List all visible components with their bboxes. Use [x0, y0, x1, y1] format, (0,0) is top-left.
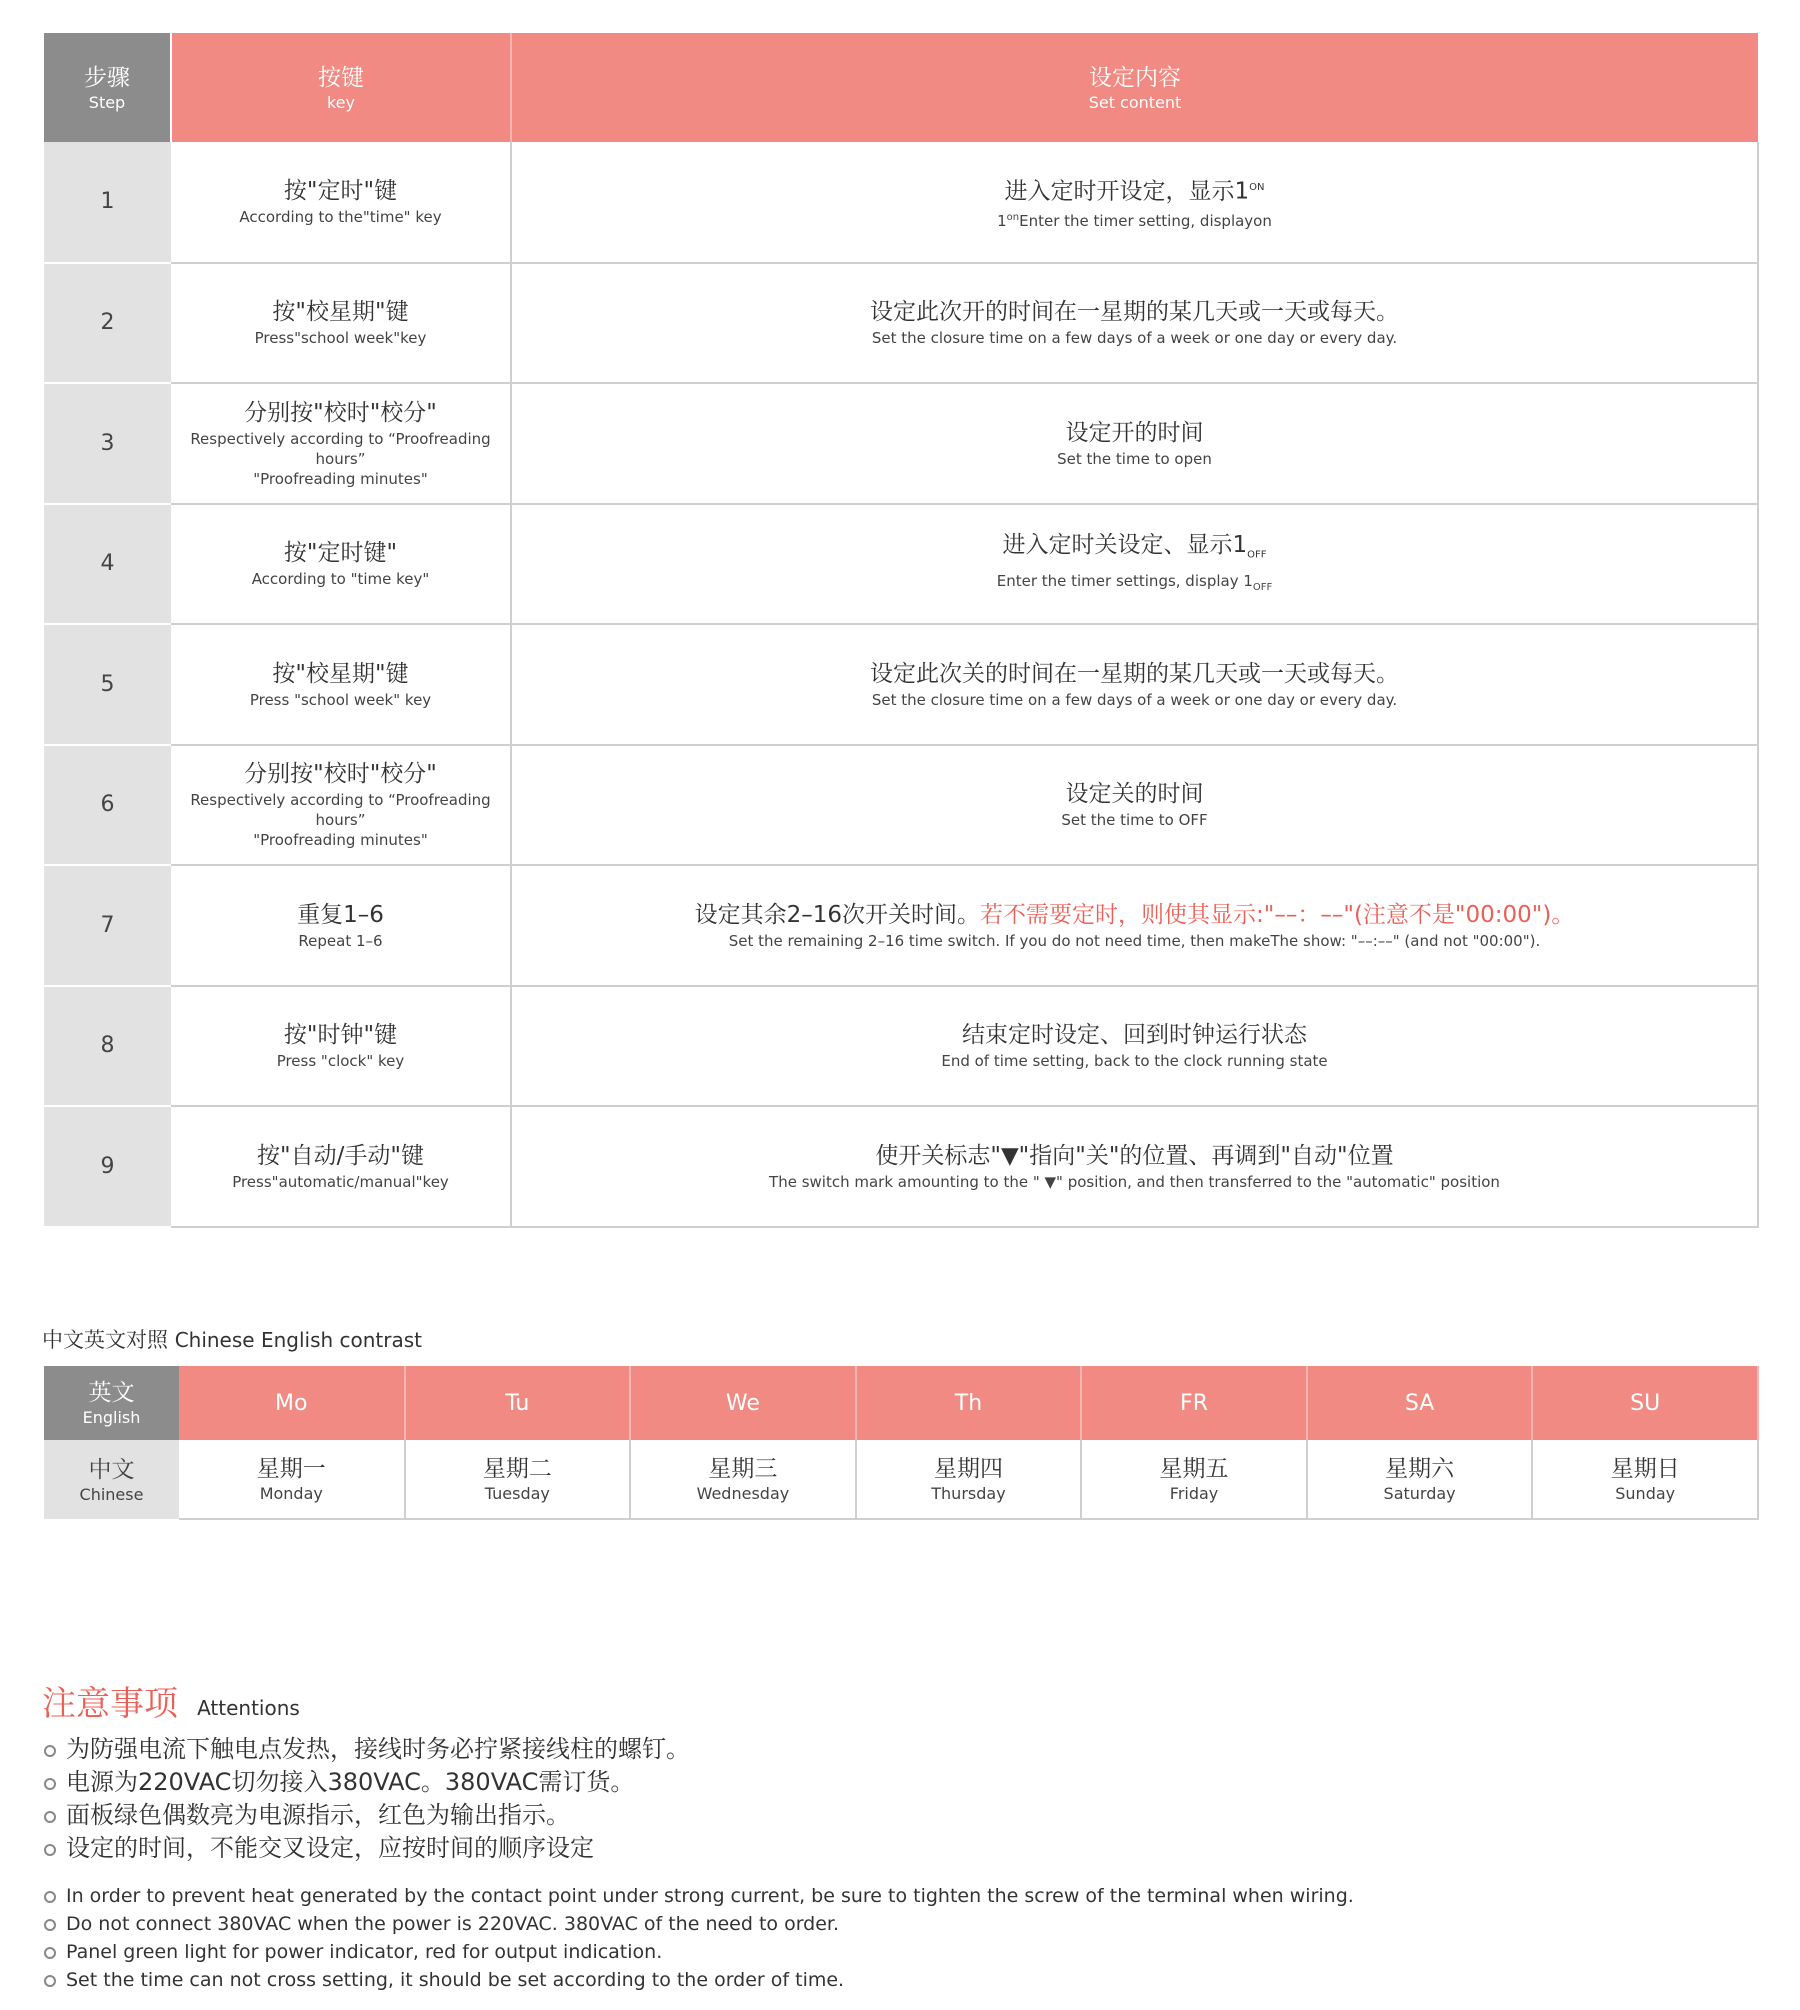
step-row	[44, 504, 1758, 625]
step-header-en: Step	[88, 92, 126, 112]
attention-text: Set the time can not cross setting, it should be set according to the order of time.	[66, 1969, 845, 1991]
step-content-cell	[511, 1106, 1758, 1227]
step-content-cn	[512, 1020, 1757, 1051]
step-content-en-prefix: 1	[997, 212, 1007, 231]
step-content-cell	[511, 745, 1758, 866]
step-row	[44, 745, 1758, 866]
content-header-cn: 设定内容	[1089, 64, 1181, 91]
step-content-cn	[512, 659, 1757, 690]
day-cn: 星期二	[482, 1456, 552, 1482]
day-abbr-tu: Tu	[405, 1366, 631, 1440]
attentions-list-cn	[44, 1733, 690, 1865]
step-header-cn: 步骤	[84, 64, 130, 91]
day-cn: 星期五	[1159, 1456, 1229, 1482]
bullet-circle-icon	[44, 1947, 56, 1959]
step-key-cell	[171, 745, 511, 866]
step-content-en	[512, 571, 1757, 598]
key-header-en: key	[326, 92, 355, 112]
step-key-en: According to "time key"	[251, 570, 430, 589]
attention-text: 面板绿色偶数亮为电源指示，红色为输出指示。	[66, 1801, 570, 1829]
step-content-en	[512, 1051, 1757, 1071]
day-abbr-su: SU	[1532, 1366, 1758, 1440]
step-content-cell	[511, 624, 1758, 745]
step-content-cn	[512, 297, 1757, 328]
day-abbr-fr: FR	[1081, 1366, 1307, 1440]
day-cell-fr	[1081, 1440, 1307, 1519]
english-row-label	[44, 1366, 179, 1440]
step-content-en	[512, 931, 1757, 951]
step-number: 2	[44, 263, 171, 384]
attention-item	[44, 1910, 1354, 1938]
attention-text: Do not connect 380VAC when the power is 220VAC. 380VAC of the need to order.	[66, 1913, 840, 1935]
step-number: 3	[44, 383, 171, 504]
step-content-en-text: Set the time to OFF	[1061, 811, 1208, 830]
attention-item	[44, 1799, 690, 1832]
day-cell-su	[1532, 1440, 1758, 1519]
step-content-cell	[511, 383, 1758, 504]
attention-item	[44, 1938, 1354, 1966]
step-key-en: Press"school week"key	[254, 329, 427, 348]
step-content-cn-mark: ON	[1249, 182, 1265, 194]
step-key-en: Respectively according to “Proofreading hours”	[190, 791, 491, 830]
step-number: 8	[44, 986, 171, 1107]
step-content-cn-text: 使开关标志"▼"指向"关"的位置、再调到"自动"位置	[875, 1142, 1394, 1169]
step-content-en-text: The switch mark amounting to the " ▼" position, and then transferred to the "automatic" position	[769, 1172, 1500, 1191]
step-key-cn: 按"定时键"	[283, 540, 398, 567]
step-key-cn: 按"定时"键	[283, 178, 398, 205]
attention-text: Panel green light for power indicator, red for output indication.	[66, 1941, 663, 1963]
step-content-en	[512, 690, 1757, 710]
step-content-en	[512, 1172, 1757, 1192]
attention-item	[44, 1766, 690, 1799]
key-header-cn: 按键	[318, 64, 364, 91]
step-row	[44, 383, 1758, 504]
step-row	[44, 1106, 1758, 1227]
step-key-en: Press"automatic/manual"key	[232, 1172, 449, 1191]
step-content-en-text: End of time setting, back to the clock running state	[941, 1052, 1328, 1071]
step-content-en	[512, 449, 1757, 469]
step-content-en-text: Set the remaining 2–16 time switch. If you do not need time, then makeThe show: "––:––" (and not "00:00").	[728, 931, 1541, 950]
day-abbr-th: Th	[856, 1366, 1082, 1440]
week-contrast-table	[44, 1366, 1759, 1520]
step-key-cell	[171, 624, 511, 745]
steps-table	[44, 33, 1759, 1228]
attentions-title-en: Attentions	[197, 1696, 300, 1720]
attention-text: 设定的时间，不能交叉设定，应按时间的顺序设定	[66, 1834, 594, 1862]
step-content-cn	[512, 530, 1757, 571]
step-row	[44, 624, 1758, 745]
day-abbr-mo: Mo	[179, 1366, 405, 1440]
step-key-cell	[171, 504, 511, 625]
step-content-en-text: Set the closure time on a few days of a week or one day or every day.	[871, 329, 1398, 348]
step-key-en-line2: "Proofreading minutes"	[253, 469, 428, 488]
chinese-row-label	[44, 1440, 179, 1519]
bullet-circle-icon	[44, 1891, 56, 1903]
steps-header-row	[44, 33, 1758, 142]
step-content-cell	[511, 986, 1758, 1107]
step-row	[44, 263, 1758, 384]
day-en: Monday	[259, 1484, 323, 1503]
step-content-cn	[512, 418, 1757, 449]
day-cn: 星期一	[256, 1456, 326, 1482]
contrast-title-cn: 中文英文对照	[42, 1328, 168, 1352]
bullet-circle-icon	[44, 1975, 56, 1987]
step-row	[44, 865, 1758, 986]
step-content-en	[512, 328, 1757, 348]
attention-text: In order to prevent heat generated by the contact point under strong current, be sure to tighten the screw of the terminal when wiring.	[66, 1885, 1354, 1907]
attentions-title	[42, 1676, 300, 1725]
step-content-en-text: Enter the timer settings, display 1	[996, 571, 1253, 590]
contrast-title	[42, 1324, 422, 1354]
day-cell-tu	[405, 1440, 631, 1519]
day-cn: 星期四	[933, 1456, 1003, 1482]
step-key-cell	[171, 142, 511, 263]
step-content-cn-mark: OFF	[1247, 549, 1267, 561]
attention-item	[44, 1733, 690, 1766]
day-en: Friday	[1169, 1484, 1219, 1503]
step-content-cn	[512, 779, 1757, 810]
step-row	[44, 142, 1758, 263]
day-abbr-we: We	[630, 1366, 856, 1440]
step-key-en: Repeat 1–6	[298, 931, 383, 950]
step-content-cell	[511, 263, 1758, 384]
step-number: 4	[44, 504, 171, 625]
day-cell-th	[856, 1440, 1082, 1519]
chinese-label-cn: 中文	[88, 1456, 135, 1483]
step-content-cell	[511, 865, 1758, 986]
chinese-row	[44, 1440, 1758, 1519]
attention-text: 为防强电流下触电点发热，接线时务必拧紧接线柱的螺钉。	[66, 1735, 690, 1763]
step-content-cn-text: 进入定时关设定、显示1	[1002, 531, 1248, 558]
english-label-cn: 英文	[88, 1380, 135, 1406]
step-content-en-text: Set the time to open	[1057, 449, 1212, 468]
day-en: Saturday	[1383, 1484, 1456, 1503]
chinese-label-en: Chinese	[79, 1484, 144, 1504]
day-abbr-sa: SA	[1307, 1366, 1533, 1440]
step-key-cell	[171, 263, 511, 384]
day-en: Tuesday	[484, 1484, 550, 1503]
step-key-cn: 分别按"校时"校分"	[244, 761, 437, 788]
step-content-cn-text: 设定此次开的时间在一星期的某几天或一天或每天。	[870, 299, 1399, 326]
step-key-cell	[171, 1106, 511, 1227]
step-key-en: Respectively according to “Proofreading hours”	[190, 429, 491, 468]
step-content-cn-text: 进入定时开设定，显示1	[1004, 179, 1250, 206]
step-number: 9	[44, 1106, 171, 1227]
step-key-cn: 按"校星期"键	[272, 660, 409, 687]
step-content-en-mark: on	[1006, 212, 1020, 224]
step-content-cn-highlight: 若不需要定时，则使其显示:"––：––"(注意不是"00:00")。	[980, 901, 1575, 928]
step-content-cn-text: 设定开的时间	[1065, 419, 1204, 446]
day-cell-mo	[179, 1440, 405, 1519]
day-cn: 星期六	[1385, 1456, 1455, 1482]
step-content-cell	[511, 142, 1758, 263]
step-key-cn: 分别按"校时"校分"	[244, 399, 437, 426]
step-content-en-text: Enter the timer setting, displayon	[1019, 212, 1272, 231]
step-key-en: Press "clock" key	[276, 1052, 405, 1071]
step-row	[44, 986, 1758, 1107]
day-cn: 星期三	[708, 1456, 778, 1482]
step-key-cell	[171, 383, 511, 504]
english-row	[44, 1366, 1758, 1440]
step-number: 1	[44, 142, 171, 263]
step-key-cn: 按"校星期"键	[272, 299, 409, 326]
step-key-en: According to the"time" key	[239, 208, 442, 227]
contrast-title-en: Chinese English contrast	[174, 1328, 423, 1352]
attentions-list-en	[44, 1882, 1354, 1994]
day-en: Wednesday	[696, 1484, 790, 1503]
day-cell-we	[630, 1440, 856, 1519]
step-key-en: Press "school week" key	[249, 690, 432, 709]
step-content-en-mark: OFF	[1252, 581, 1273, 593]
bullet-circle-icon	[44, 1811, 56, 1823]
step-content-en	[512, 208, 1757, 231]
attention-item	[44, 1966, 1354, 1994]
day-cell-sa	[1307, 1440, 1533, 1519]
step-content-cn	[512, 900, 1757, 931]
english-label-en: English	[82, 1408, 141, 1427]
step-content-cell	[511, 504, 1758, 625]
step-content-en-text: Set the closure time on a few days of a week or one day or every day.	[871, 690, 1398, 709]
step-content-en	[512, 810, 1757, 830]
attentions-title-cn: 注意事项	[42, 1684, 178, 1724]
step-key-cn: 按"时钟"键	[283, 1022, 398, 1049]
bullet-circle-icon	[44, 1778, 56, 1790]
attention-text: 电源为220VAC切勿接入380VAC。380VAC需订货。	[66, 1768, 635, 1796]
step-key-cn: 重复1–6	[297, 901, 384, 928]
step-content-cn	[512, 172, 1757, 208]
step-content-cn-text: 结束定时设定、回到时钟运行状态	[962, 1022, 1307, 1049]
bullet-circle-icon	[44, 1919, 56, 1931]
key-header	[171, 33, 511, 142]
step-key-cell	[171, 865, 511, 986]
day-cn: 星期日	[1610, 1456, 1680, 1482]
day-en: Sunday	[1615, 1484, 1676, 1503]
step-content-cn-text: 设定此次关的时间在一星期的某几天或一天或每天。	[870, 660, 1399, 687]
step-number: 7	[44, 865, 171, 986]
attention-item	[44, 1832, 690, 1865]
attention-item	[44, 1882, 1354, 1910]
step-content-cn	[512, 1141, 1757, 1172]
content-header	[511, 33, 1758, 142]
step-key-cn: 按"自动/手动"键	[257, 1142, 424, 1169]
step-key-en-line2: "Proofreading minutes"	[253, 831, 428, 850]
step-key-cell	[171, 986, 511, 1107]
step-number: 6	[44, 745, 171, 866]
step-header	[44, 33, 171, 142]
bullet-circle-icon	[44, 1745, 56, 1757]
step-number: 5	[44, 624, 171, 745]
step-content-cn-text: 设定关的时间	[1065, 781, 1204, 808]
step-content-cn-text: 设定其余2–16次开关时间。	[694, 901, 981, 928]
bullet-circle-icon	[44, 1844, 56, 1856]
content-header-en: Set content	[1088, 92, 1182, 112]
day-en: Thursday	[931, 1484, 1006, 1503]
